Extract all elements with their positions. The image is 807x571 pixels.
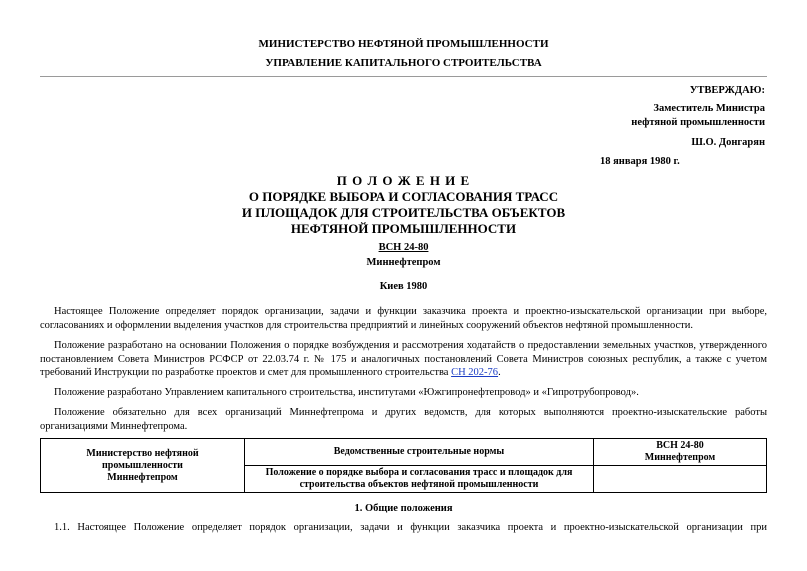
intro-paragraph-1: Настоящее Положение определяет порядок организации, задачи и функции заказчика проекта и проектно-изыскательской организации при выборе, согласованиях и оформлении выделения участков для строительства предприятий и линейных сооружений объектов нефтяной промышленности. — [40, 306, 767, 331]
section-1-heading: 1. Общие положения — [354, 503, 453, 514]
approval-signatory: Ш.О. Донгарян — [691, 137, 765, 148]
document-code: ВСН 24-80 — [378, 242, 429, 253]
section-1-paragraph-1-1: 1.1. Настоящее Положение определяет порядок организации, задачи и функции заказчика проекта и проектно-изыскательской организации при — [54, 522, 767, 533]
intro-paragraph-4: Положение обязательно для всех организаций Миннефтепрома и других ведомств, для которых выполняются проектно-изыскательские работы организациями Миннефтепрома. — [40, 407, 767, 432]
document-title-line2: И ПЛОЩАДОК ДЛЯ СТРОИТЕЛЬСТВА ОБЪЕКТОВ — [241, 205, 566, 220]
approval-position-line1: Заместитель Министра — [653, 103, 765, 114]
meta-norms-cell: Ведомственные строительные нормы — [245, 439, 594, 466]
meta-code-line2: Миннефтепром — [644, 452, 716, 463]
intro-paragraph-2 — [40, 339, 767, 380]
sn-202-76-link[interactable]: СН 202-76 — [451, 367, 499, 378]
meta-code-cell — [594, 439, 767, 466]
meta-org-line2: промышленности — [102, 459, 183, 471]
document-title-word: П О Л О Ж Е Н И Е — [336, 173, 471, 188]
approval-title: УТВЕРЖДАЮ: — [689, 85, 765, 96]
document-issuer: Миннефтепром — [366, 257, 441, 268]
meta-org-line1: Министерство нефтяной — [86, 447, 199, 459]
approval-position-line2: нефтяной промышленности — [631, 117, 765, 128]
document-title-line3: НЕФТЯНОЙ ПРОМЫШЛЕННОСТИ — [290, 221, 517, 236]
department-header: УПРАВЛЕНИЕ КАПИТАЛЬНОГО СТРОИТЕЛЬСТВА — [265, 57, 542, 69]
meta-doc-title-line2: строительства объектов нефтяной промышленности — [299, 479, 539, 490]
header-divider — [40, 76, 767, 77]
meta-empty-cell — [594, 466, 767, 493]
meta-org-line3: Миннефтепром — [107, 471, 178, 483]
ministry-header: МИНИСТЕРСТВО НЕФТЯНОЙ ПРОМЫШЛЕННОСТИ — [258, 38, 549, 50]
intro-paragraph-3: Положение разработано Управлением капитального строительства, институтами «Южгипронефтепровод» и «Гипротрубопровод». — [54, 387, 639, 398]
approval-date: 18 января 1980 г. — [600, 156, 680, 167]
meta-doc-title-line1: Положение о порядке выбора и согласования трасс и площадок для — [265, 467, 573, 478]
meta-code-line1: ВСН 24-80 — [656, 440, 704, 451]
meta-organization-cell — [41, 439, 245, 493]
intro-paragraph-2-text: Положение разработано на основании Положения о порядке возбуждения и рассмотрения ходатайств о предоставлении земельных участков, утвержденного постановлением Совета Министров РСФСР от 22.03.74 г. № 175 и аналогичных постановлений Совета Министров союзных республик, а также с учетом требований Инструкции по разработке проектов и смет для промышленного строительства — [40, 340, 767, 378]
document-title-line1: О ПОРЯДКЕ ВЫБОРА И СОГЛАСОВАНИЯ ТРАСС — [248, 189, 559, 204]
document-meta-table — [40, 438, 767, 493]
meta-doc-title-cell — [245, 466, 594, 493]
document-place-year: Киев 1980 — [379, 281, 428, 292]
intro-paragraph-2-end: . — [498, 367, 501, 378]
